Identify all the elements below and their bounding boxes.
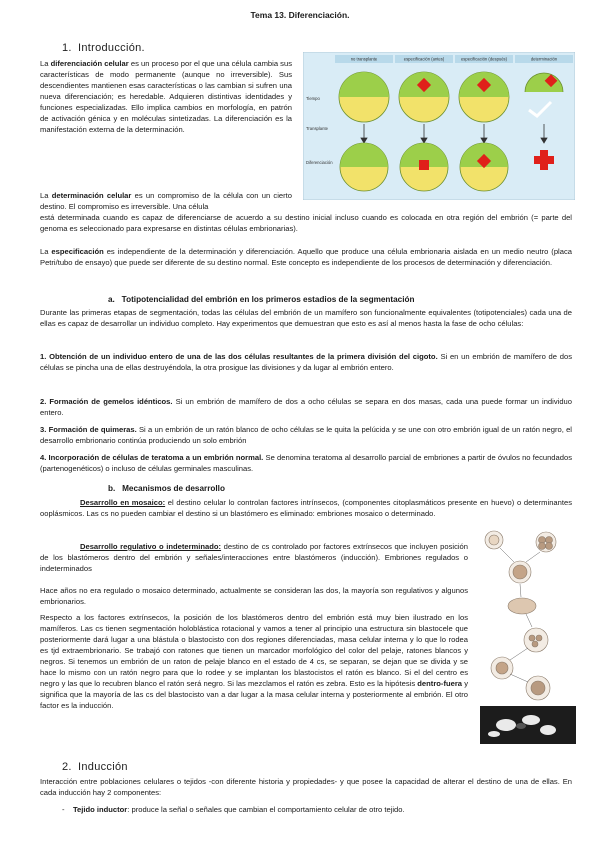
section-1-number: 1. (62, 42, 72, 54)
section-a-heading: a. Totipotencialidad del embrión en los primeros estadios de la segmentación (108, 295, 415, 304)
section-2-title: Inducción (78, 761, 128, 773)
extrinsic-factors-paragraph: Respecto a los factores extrínsecos, la posición de los blastómeros dentro del embrión está muy bien ilustrado en los mamíferos. Las cs tienen segmentación holoblástica rotacional y vamos a tener al principio una estructura sin blastocele que posteriormente dará lugar a una blástula o blastocisto con dos regiones diferenciadas, masa celular interna y lo que lo rodea es tjd extraembrionario. Se trabajó con ratones que tienen un marcador morfológico del color del pelaje, ratones blancos y negros. Si tenemos un embrión de un raton de pelaje blanco en el estado de 4 cs, se separan, se dejan que se divida y se hace lo mismo con un ratón negro para que lo rodee y se implantan los blastocistos el ratón es blanco. Si el del centro es negro y las que lo recubren blanco el ratón será negro. Si las mezclamos el ratón es zebra. Esto es la hipótesis dentro-fuera y significa que la mayoría de las cs del blastocisto van a dar lugar a la masa celular interna y posteriormente al embrión. El otro factor es la inducción. (40, 613, 468, 710)
page-title: Tema 13. Diferenciación. (250, 10, 350, 20)
list-item-2: 2. Formación de gemelos idénticos. Si un embrión de mamífero de dos a ocho células se separa en dos masas, cada una puede formar un individuo entero. (40, 397, 572, 417)
term-especificacion: especificación (51, 247, 104, 256)
list-item-3: 3. Formación de quimeras. Si a un embrión de un ratón blanco de ocho células se le quita la pelúcida y se une con otro embrión igual de un ratón negro, el desarrollo embrionario continúa produciendo un solo embrión (40, 425, 572, 445)
intro-paragraph-3: La especificación es independiente de la determinación y diferenciación. Aquello que produce una célula embrionaria aislada en un medio neutro (placa Petri/tubo de ensayo) que puede ser diferente de su destino normal. Este concepto es independiente de los procesos de determinación y diferenciación. (40, 247, 572, 267)
list-item-4: 4. Incorporación de células de teratoma a un embrión normal. Se denomina teratoma al desarrollo parcial de embriones a partir de óvulos no fecundados (partenogenéticos) o incluso de células germinales masculinas. (40, 453, 573, 473)
section-2-number: 2. (62, 761, 72, 773)
figure-row-label-1: Tiempo (306, 96, 320, 101)
induction-bullet-1: - Tejido inductor: produce la señal o señales que cambian el comportamiento celular de otro tejido. (62, 805, 405, 814)
term-dentro-fuera: dentro-fuera (417, 679, 463, 688)
regulativo-paragraph: Desarrollo regulativo o indeterminado: destino de cs controlado por factores extrínsecos que incluyen posición de los blastómeros dentro del embrión y señales/interacciones entre blastómeros (inducción). Embriones regulados o indeterminados (40, 542, 468, 573)
intro-paragraph-2-cont: está determinada cuando es capaz de diferenciarse de acuerdo a su destino inicial incluso cuando es colocada en otra región del embrión (= parte del genoma es seleccionado para expresarse en distintas células embrionarias). (40, 213, 572, 233)
section-2-heading (62, 761, 128, 773)
list-item-1: 1. Obtención de un individuo entero de una de las dos células resultantes de la primera división del cigoto. Si en un embrión de mamífero de dos células se pincha una de ellas destruyéndola, la otra prosigue las divisiones y da lugar al embrión entero. (40, 352, 572, 372)
bullet-mark: - (62, 805, 65, 814)
section-1-heading (62, 42, 145, 54)
term-determinacion: determinación celular (51, 191, 132, 200)
mouse-chimera-figure (476, 528, 578, 758)
figure-header-2: especificación (antes) (403, 56, 445, 62)
term-diferenciacion: diferenciación celular (50, 59, 129, 68)
term-regulativo: Desarrollo regulativo o indeterminado: (80, 542, 222, 551)
section-1-title: Introducción. (78, 42, 145, 54)
term-tejido-inductor: Tejido inductor (72, 805, 128, 814)
figure-header-1: no transplante (350, 56, 378, 62)
figure-header-4: determinación (530, 56, 558, 62)
figure-row-label-3: Diferenciación (306, 160, 333, 165)
induction-paragraph: Interacción entre poblaciones celulares o tejidos -con diferente historia y propiedades- y que posee la capacidad de alterar el destino de una de ellas. En cada inducción hay 2 componentes: (40, 777, 572, 797)
term-mosaico: Desarrollo en mosaico: (80, 498, 166, 507)
specification-determination-figure (303, 52, 575, 200)
hace-anos-paragraph: Hace años no era regulado o mosaico determinado, actualmente se consideran las dos, la mayoría son regulativos y algunos embrionarios. (40, 586, 468, 606)
section-b-heading: b. Mecanismos de desarrollo (108, 484, 225, 493)
intro-paragraph-2-start: La determinación celular es un compromiso de la célula con un cierto destino. El compromiso es irreversible. Una célula (40, 191, 292, 211)
intro-paragraph-1: La diferenciación celular es un proceso por el que una célula cambia sus características de modo permanente (aunque no irreversible). Sus descendientes mantienen esas características o las cambian si sufren una nueva diferenciación; es heredable. Adquieren distintivas identidades y funciones especializadas. Ello implica cambios en morfología, en patrón de activación génica y en moléculas sintetizadas. La diferenciación es la manifestación externa de la determinación. (40, 59, 293, 134)
mosaico-paragraph: Desarrollo en mosaico: el destino celular lo controlan factores intrínsecos, (componentes citoplasmáticos presente en huevo) o determinantes ooplásmicos. Las cs no pueden cambiar el destino si un blastómero es eliminado: embriones mosaico o determinado. (40, 498, 572, 518)
figure-row-label-2: Transplante (306, 126, 328, 131)
figure-header-3: especificación (después) (460, 56, 508, 62)
section-a-intro: Durante las primeras etapas de segmentación, todas las células del embrión de un mamífero son funcionalmente equivalentes (totipotenciales) cada una de ellas es capaz de desarrollar un individuo completo. Hay experimentos que demuestran que esto es así al menos hasta la fase de ocho células: (40, 308, 572, 328)
